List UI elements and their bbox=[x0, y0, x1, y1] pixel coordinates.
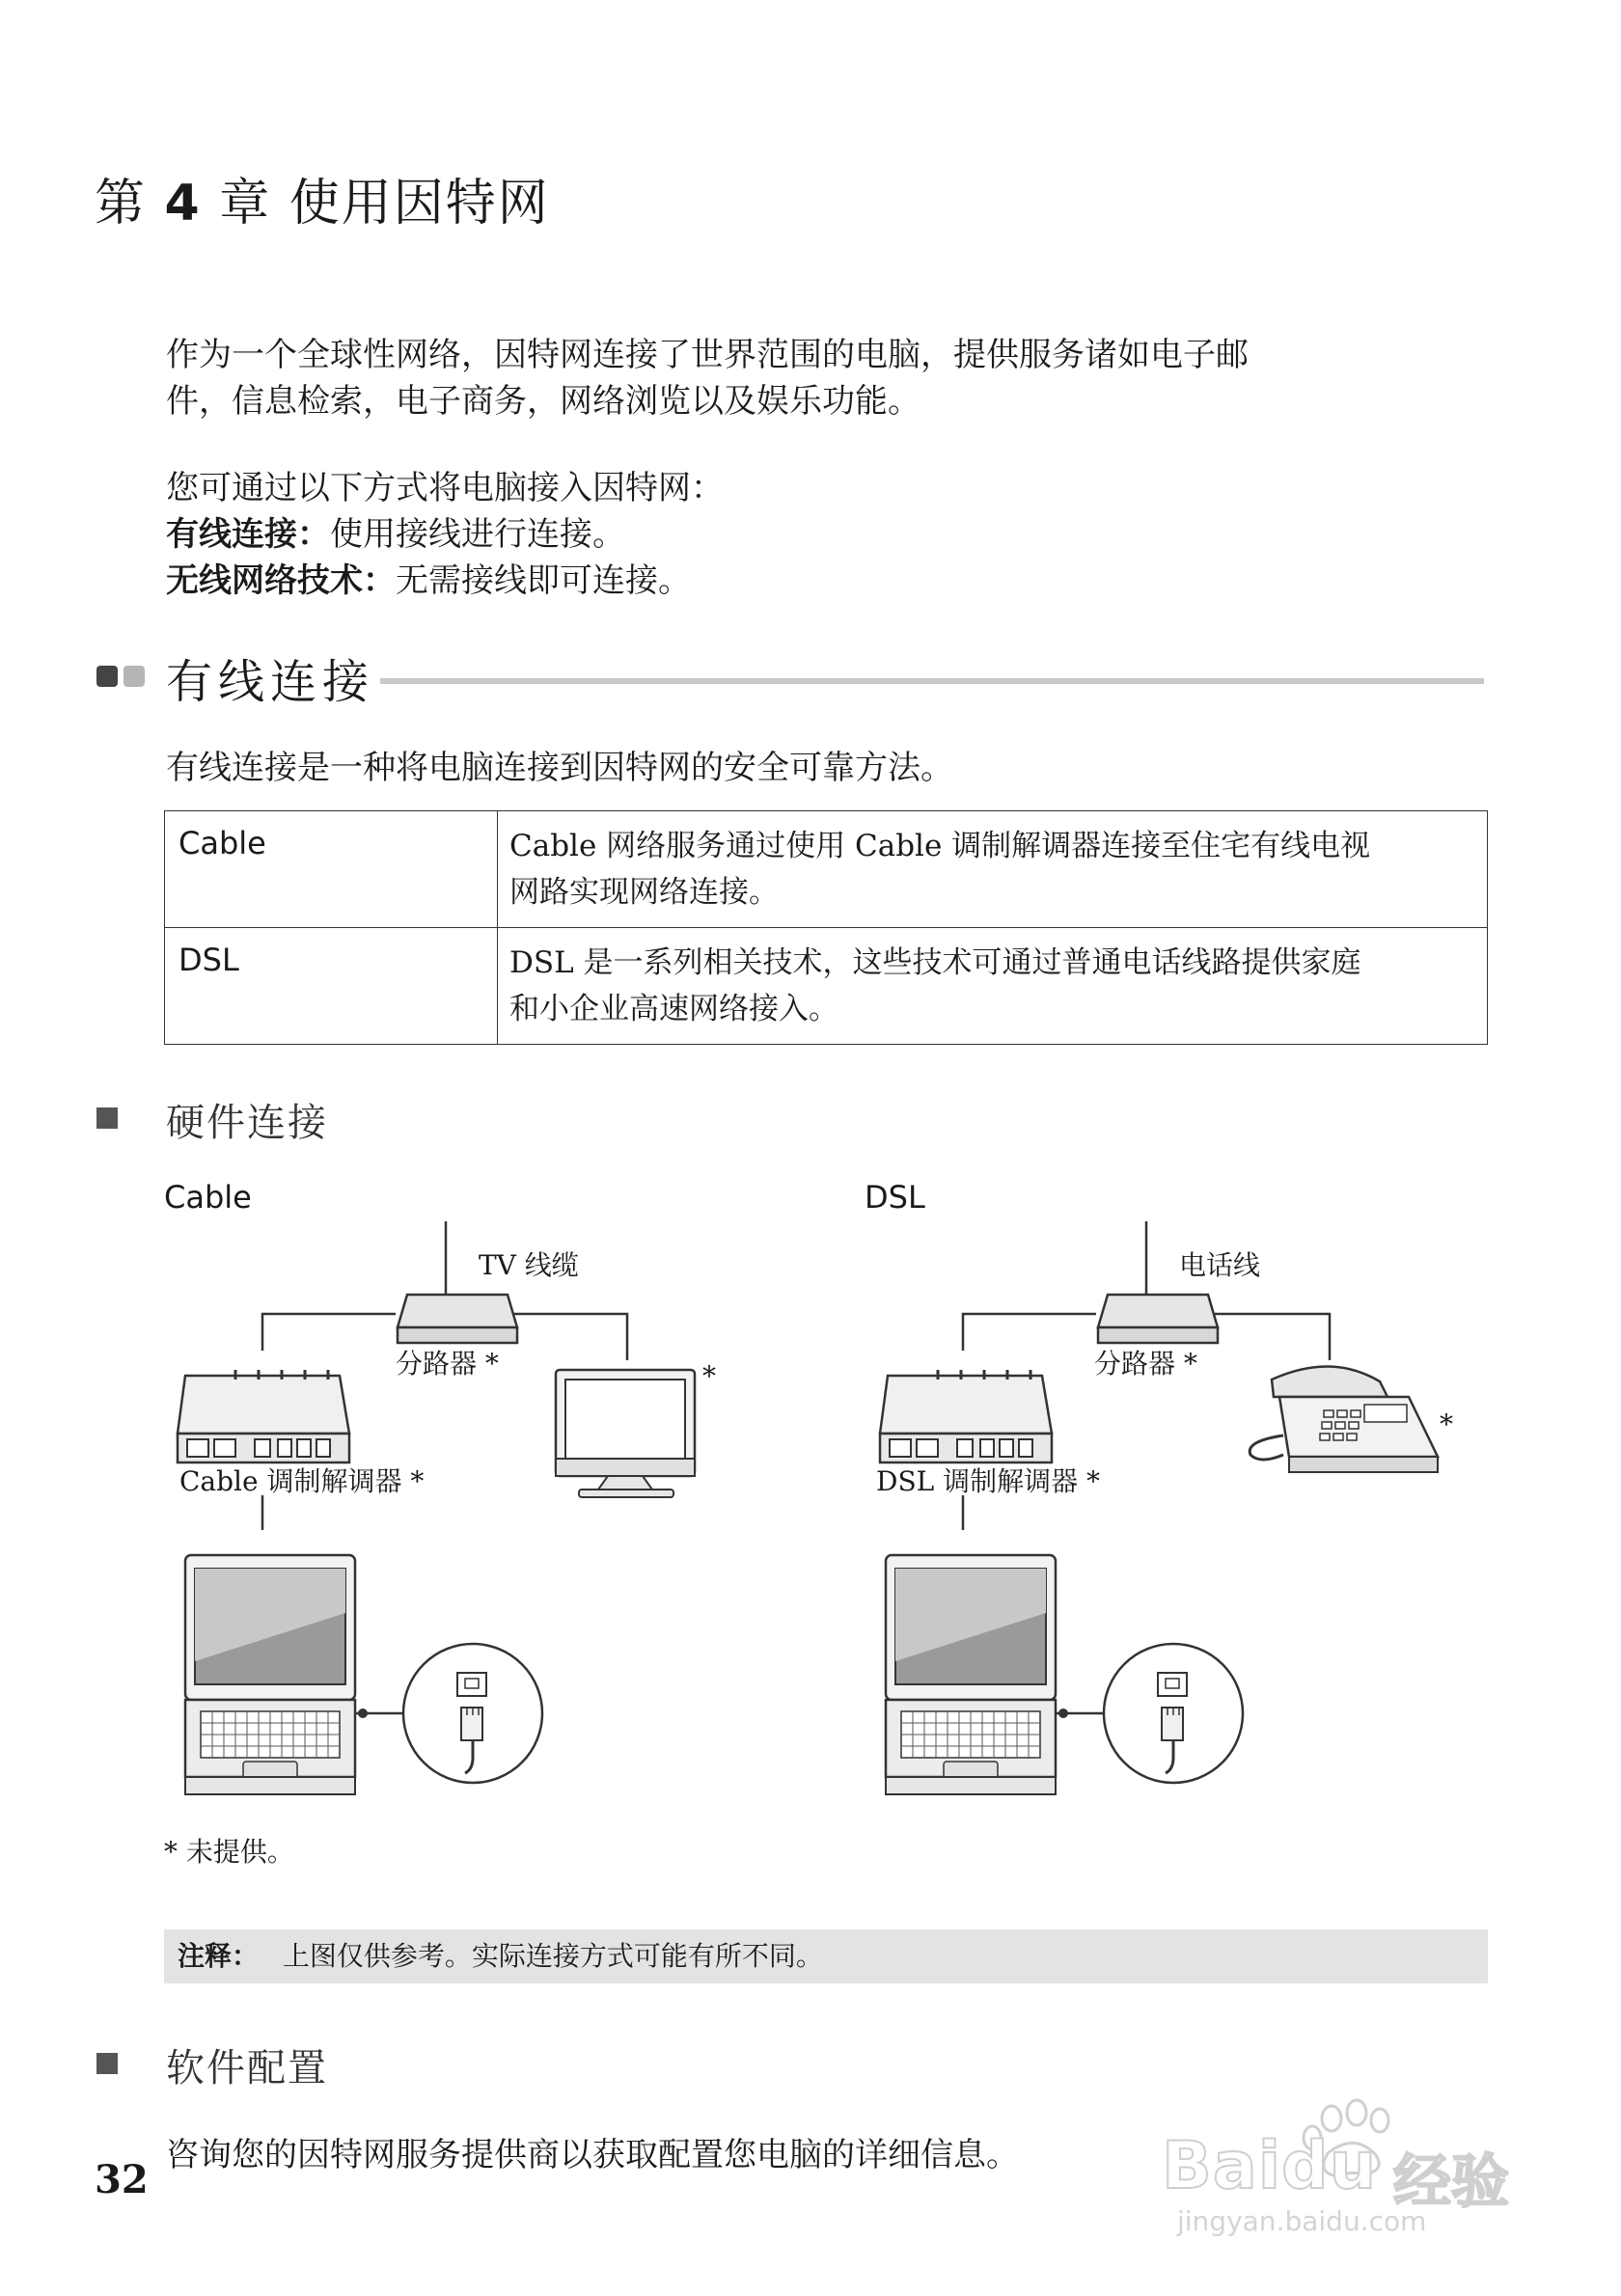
watermark-suffix: 经验 bbox=[1393, 2148, 1509, 2216]
dsl-phone-star: * bbox=[1440, 1408, 1453, 1440]
table-value-line: 和小企业高速网络接入。 bbox=[509, 992, 838, 1026]
table-value-line: 网路实现网络连接。 bbox=[509, 875, 779, 910]
cable-splitter-icon bbox=[398, 1295, 517, 1343]
telephone-icon bbox=[1250, 1366, 1438, 1472]
table-key: DSL bbox=[165, 928, 498, 1045]
cable-line-label: TV 线缆 bbox=[479, 1249, 579, 1281]
wireless-label: 无线网络技术： bbox=[166, 561, 396, 600]
dsl-modem-icon bbox=[880, 1370, 1052, 1462]
cable-splitter-label: 分路器 * bbox=[396, 1348, 499, 1380]
chapter-number: 4 bbox=[164, 175, 202, 232]
dsl-laptop-icon bbox=[886, 1555, 1056, 1794]
cable-modem-icon bbox=[178, 1370, 349, 1462]
page-number: 32 bbox=[95, 2157, 149, 2202]
intro-line-2: 件，信息检索，电子商务，网络浏览以及娱乐功能。 bbox=[166, 382, 920, 421]
dsl-label: DSL bbox=[865, 1179, 925, 1216]
hardware-title: 硬件连接 bbox=[166, 1101, 328, 1145]
section-intro: 有线连接是一种将电脑连接到因特网的安全可靠方法。 bbox=[166, 749, 953, 787]
dsl-modem-label: DSL 调制解调器 * bbox=[876, 1465, 1101, 1497]
dsl-splitter-icon bbox=[1098, 1295, 1218, 1343]
cable-label: Cable bbox=[164, 1179, 252, 1216]
table-key: Cable bbox=[165, 811, 498, 928]
baidu-watermark bbox=[1158, 2093, 1582, 2238]
dsl-ethernet-plug-icon bbox=[1104, 1644, 1243, 1783]
cable-modem-label: Cable 调制解调器 * bbox=[179, 1465, 425, 1497]
note-box bbox=[164, 1929, 1488, 1983]
section-title: 有线连接 bbox=[166, 655, 375, 709]
cable-ethernet-plug-icon bbox=[403, 1644, 542, 1783]
dsl-splitter-label: 分路器 * bbox=[1094, 1348, 1197, 1380]
dsl-line-label: 电话线 bbox=[1179, 1249, 1261, 1281]
wired-label: 有线连接： bbox=[166, 515, 330, 554]
table-value-line: Cable 网络服务通过使用 Cable 调制解调器连接至住宅有线电视 bbox=[509, 829, 1371, 863]
wired-text: 使用接线进行连接。 bbox=[330, 515, 625, 554]
chapter-prefix: 第 bbox=[95, 175, 148, 232]
table-value-line: DSL 是一系列相关技术，这些技术可通过普通电话线路提供家庭 bbox=[509, 945, 1361, 980]
software-text: 咨询您的因特网服务提供商以获取配置您电脑的详细信息。 bbox=[166, 2136, 1019, 2174]
cable-tv-star: * bbox=[702, 1360, 716, 1392]
bullet-square-icon bbox=[96, 2053, 118, 2074]
note-label: 注释： bbox=[178, 1940, 260, 1972]
intro-line-1: 作为一个全球性网络，因特网连接了世界范围的电脑，提供服务诸如电子邮 bbox=[166, 336, 1249, 374]
chapter-suffix: 章 使用因特网 bbox=[219, 175, 550, 232]
watermark-brand: Baidu bbox=[1162, 2128, 1378, 2204]
cable-laptop-icon bbox=[185, 1555, 355, 1794]
note-text: 上图仅供参考。实际连接方式可能有所不同。 bbox=[282, 1940, 823, 1972]
watermark-url: jingyan.baidu.com bbox=[1177, 2205, 1427, 2237]
tv-monitor-icon bbox=[556, 1370, 695, 1497]
software-title: 软件配置 bbox=[166, 2046, 328, 2091]
wireless-text: 无需接线即可连接。 bbox=[396, 561, 691, 600]
footnote: * 未提供。 bbox=[164, 1836, 294, 1868]
access-lead: 您可通过以下方式将电脑接入因特网： bbox=[166, 469, 724, 507]
